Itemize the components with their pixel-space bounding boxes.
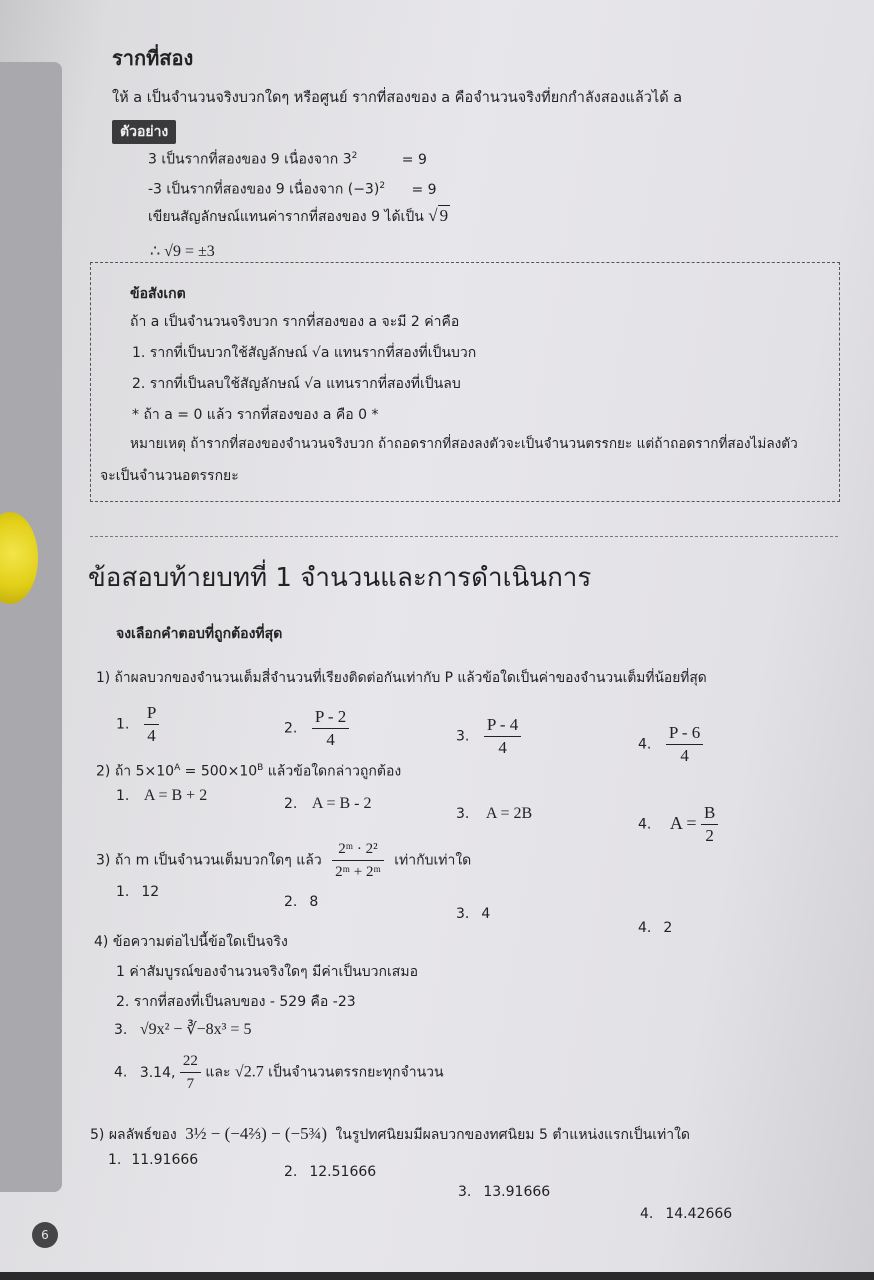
note-line-1: ถ้า a เป็นจำนวนจริงบวก รากที่สองของ a จะมี 2 ค่าคือ	[130, 314, 460, 330]
page-number: 6	[32, 1222, 58, 1248]
q2-choice-3: 3. A = 2B	[456, 805, 533, 822]
chapter-title: ข้อสอบท้ายบทที่ 1 จำนวนและการดำเนินการ	[88, 563, 592, 593]
q1-choice-1: 1. $\frac{P}{4}$	[116, 702, 159, 747]
section-divider	[90, 536, 838, 537]
q4-option-3: 3. √9x² − ∛−8x³ = 5	[114, 1021, 252, 1038]
example-badge: ตัวอย่าง	[112, 120, 176, 144]
q5-choice-4: 4. 14.42666	[640, 1206, 733, 1222]
q3-text: 3) ถ้า m เป็นจำนวนเต็มบวกใดๆ แล้ว $\frac{\text{2ᵐ · 2²}}{\text{2ᵐ + 2ᵐ}}$ เท่ากับเท่าใด	[96, 838, 471, 883]
q3-choice-4: 4. 2	[638, 920, 673, 936]
q5-choice-3: 3. 13.91666	[458, 1184, 551, 1200]
q4-option-2: 2. รากที่สองที่เป็นลบของ - 529 คือ -23	[116, 994, 356, 1010]
example-line-3: เขียนสัญลักษณ์แทนค่ารากที่สองของ 9 ได้เป็น √ 9	[148, 206, 449, 225]
note-line-4: * ถ้า a = 0 แล้ว รากที่สองของ a คือ 0 *	[132, 407, 379, 423]
q4-option-1: 1 ค่าสัมบูรณ์ของจำนวนจริงใดๆ มีค่าเป็นบวกเสมอ	[116, 964, 418, 980]
q2-choice-1: 1. A = B + 2	[116, 787, 208, 804]
q1-choice-2: 2. $\frac{P - 2}{4}$	[284, 706, 349, 751]
instruction-text: จงเลือกคำตอบที่ถูกต้องที่สุด	[116, 626, 283, 642]
q2-text: 2) ถ้า $5\times 10^A = 500\times 10^B$ แล้วข้อใดกล่าวถูกต้อง	[96, 763, 402, 780]
example-line-1: 3 เป็นรากที่สองของ 9 เนื่องจาก $3^2 = 9$	[148, 151, 427, 168]
q3-choice-3: 3. 4	[456, 906, 491, 922]
q2-choice-2: 2. A = B - 2	[284, 795, 372, 812]
note-line-2: 1. รากที่เป็นบวกใช้สัญลักษณ์ √a แทนรากที่สองที่เป็นบวก	[132, 345, 477, 361]
book-spine	[0, 62, 62, 1192]
q5-choice-2: 2. 12.51666	[284, 1164, 377, 1180]
definition-text: ให้ a เป็นจำนวนจริงบวกใดๆ หรือศูนย์ รากที่สองของ a คือจำนวนจริงที่ยกกำลังสองแล้วได้ a	[112, 90, 683, 106]
note-line-6: จะเป็นจำนวนอตรรกยะ	[100, 468, 239, 484]
q5-choice-1: 1. 11.91666	[108, 1152, 199, 1168]
note-line-3: 2. รากที่เป็นลบใช้สัญลักษณ์ √a แทนรากที่สองที่เป็นลบ	[132, 376, 461, 392]
note-line-5: หมายเหตุ ถ้ารากที่สองของจำนวนจริงบวก ถ้าถอดรากที่สองลงตัวจะเป็นจำนวนตรรกยะ แต่ถ้าถอดรากที่สองไม่ลงตัว	[130, 436, 798, 452]
section-title: รากที่สอง	[112, 46, 194, 70]
example-line-2: -3 เป็นรากที่สองของ 9 เนื่องจาก $(-3)^2 = 9$	[148, 181, 437, 198]
q1-choice-4: 4. $\frac{P - 6}{4}$	[638, 722, 703, 767]
q2-choice-4: 4. A = $\frac{B}{2}$	[638, 802, 718, 847]
q4-option-4: 4. 3.14, $\frac{22}{7}$ และ √2.7 เป็นจำนวนตรรกยะทุกจำนวน	[114, 1050, 444, 1095]
example-line-4: ∴ √9 = ±3	[150, 243, 215, 260]
q3-choice-1: 1. 12	[116, 884, 160, 900]
q3-choice-2: 2. 8	[284, 894, 319, 910]
q5-text: 5) ผลลัพธ์ของ 3½ − (−4⅔) − (−5¾) ในรูปทศนิยมมีผลบวกของทศนิยม 5 ตำแหน่งแรกเป็นเท่าใด	[90, 1124, 691, 1143]
note-title: ข้อสังเกต	[130, 286, 186, 302]
q4-text: 4) ข้อความต่อไปนี้ข้อใดเป็นจริง	[94, 934, 288, 950]
q1-choice-3: 3. $\frac{P - 4}{4}$	[456, 714, 521, 759]
q1-text: 1) ถ้าผลบวกของจำนวนเต็มสี่จำนวนที่เรียงติดต่อกันเท่ากับ P แล้วข้อใดเป็นค่าของจำนวนเต็มที่น้อยที่สุด	[96, 670, 707, 686]
